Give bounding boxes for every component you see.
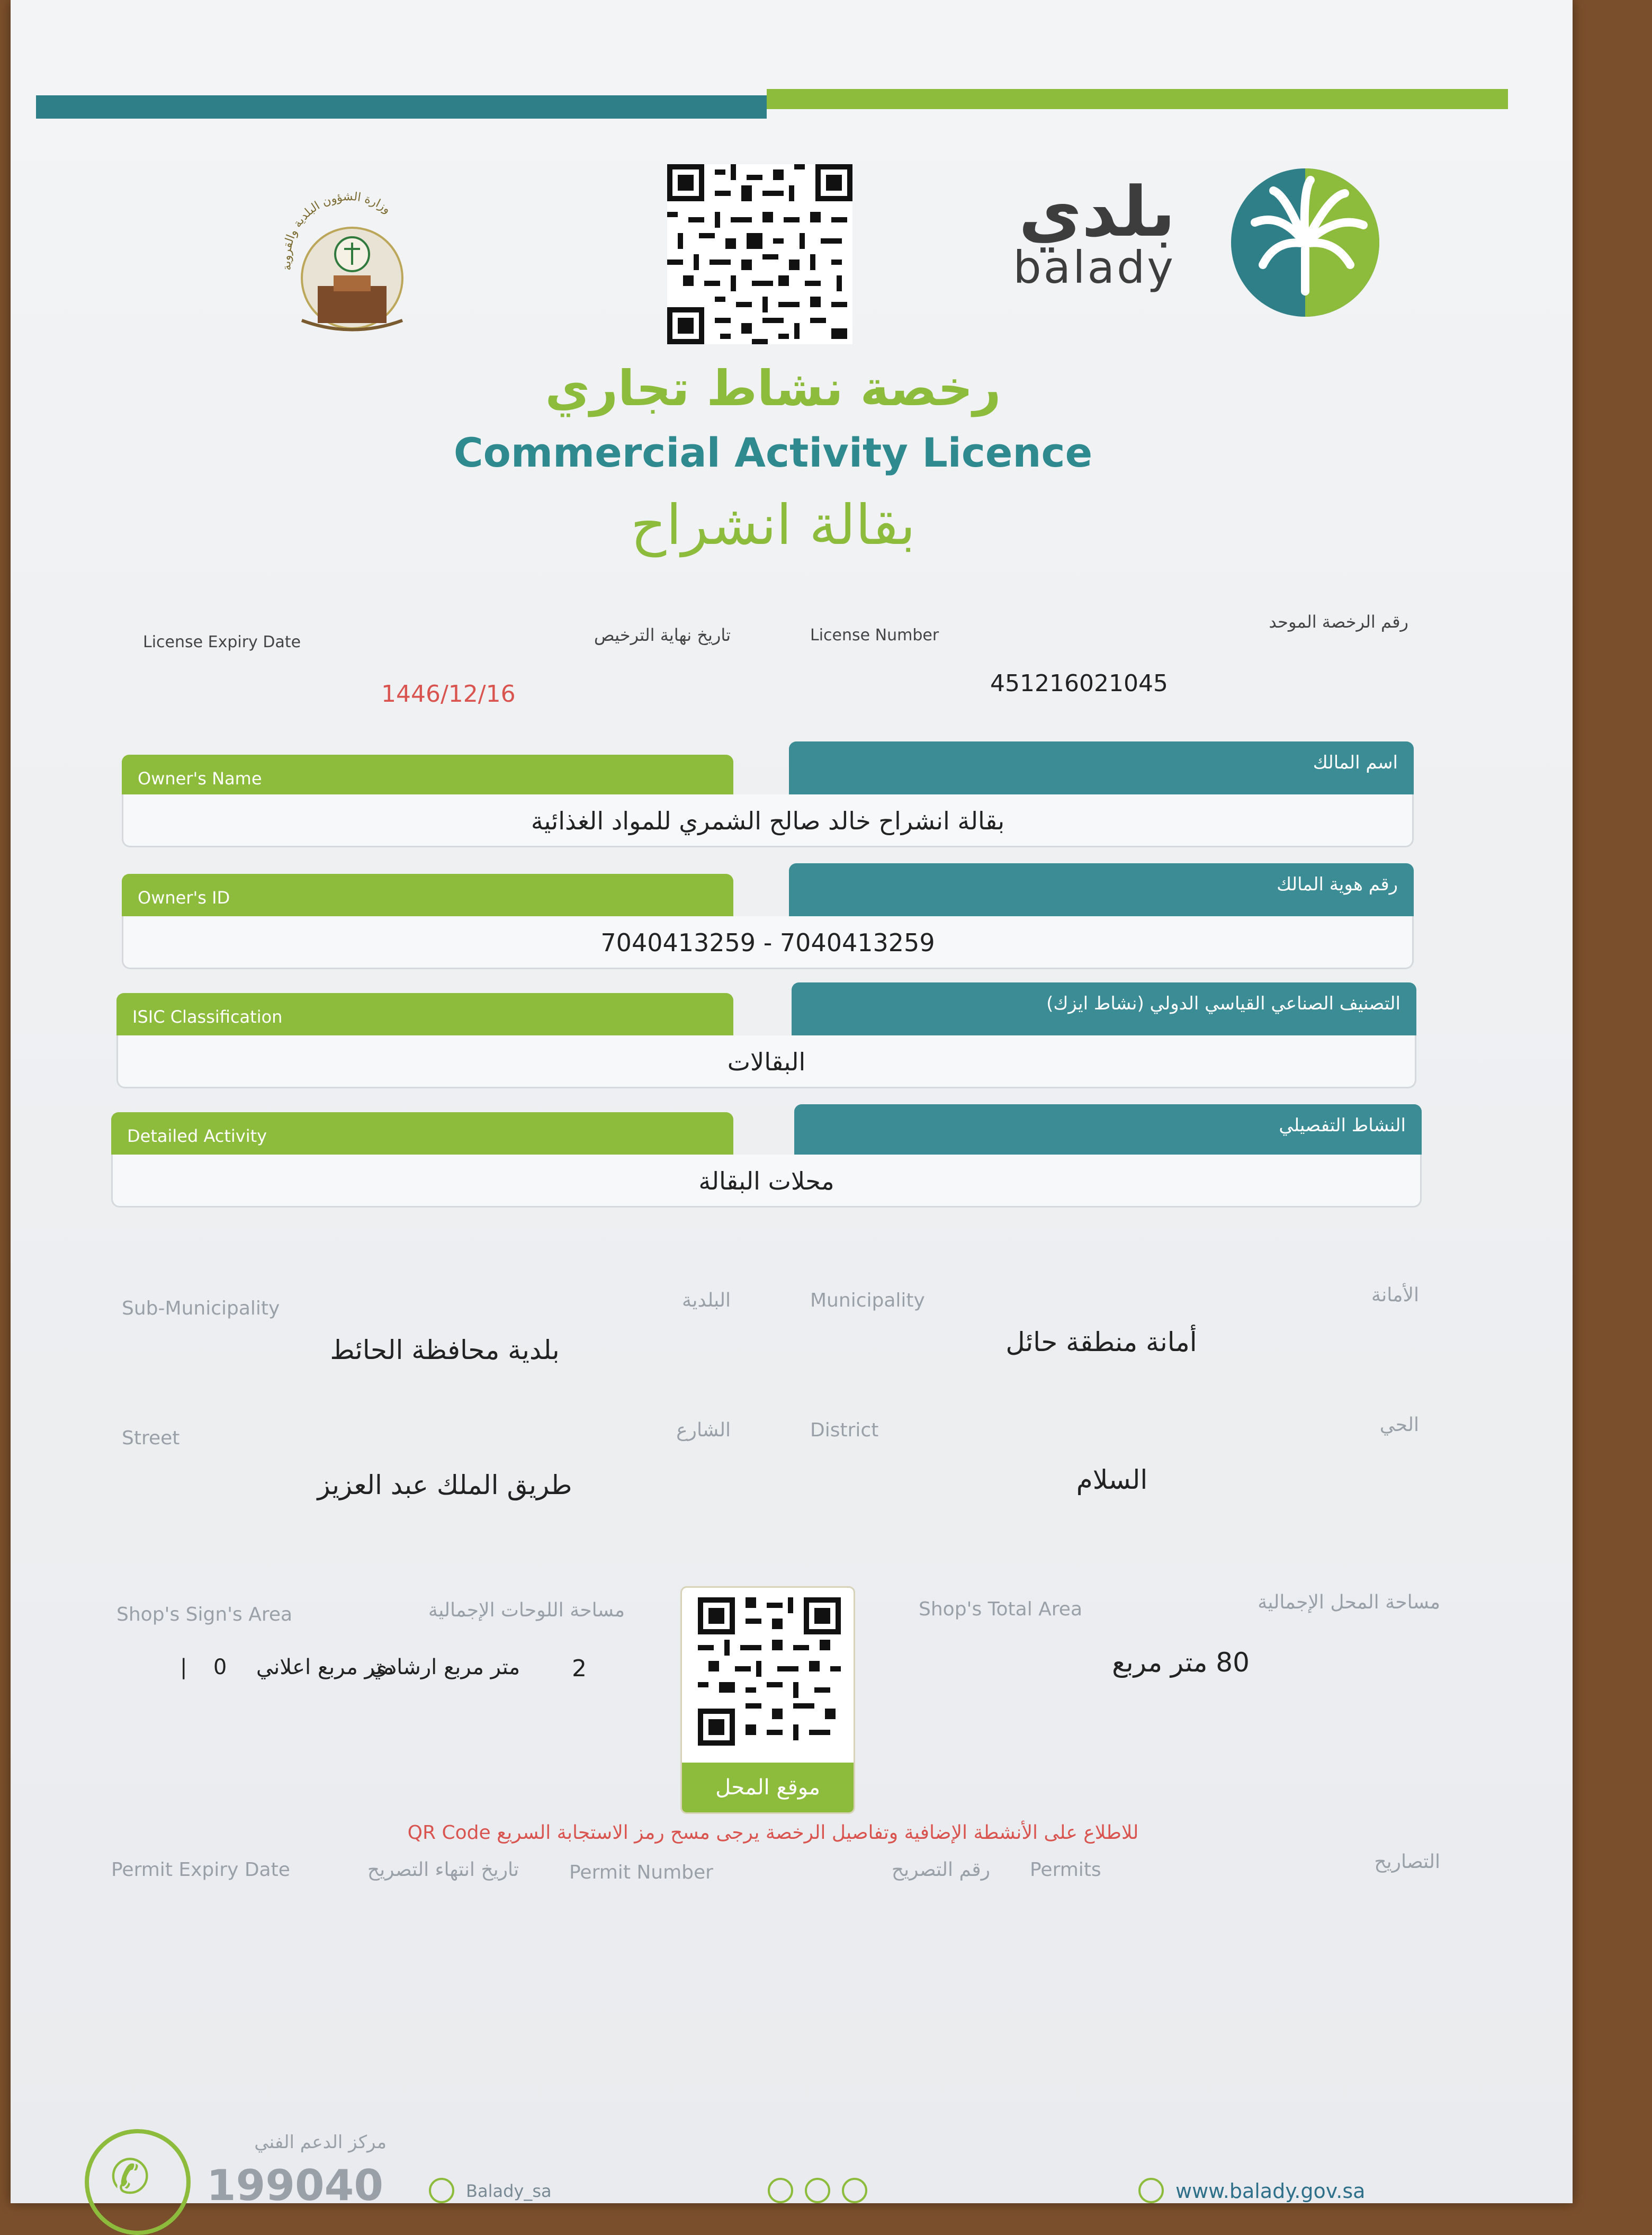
social-icon	[429, 2178, 454, 2203]
detailed-activity-value: محلات البقالة	[111, 1155, 1422, 1208]
globe-icon	[1138, 2178, 1164, 2203]
sub-municipality-label-en: Sub-Municipality	[122, 1298, 280, 1319]
shop-location-caption: موقع المحل	[682, 1763, 854, 1812]
twitter-icon[interactable]	[768, 2178, 793, 2203]
total-area-value: 80 متر مربع	[1112, 1647, 1250, 1678]
shop-name: بقالة انشراح	[631, 493, 915, 557]
facebook-icon[interactable]	[805, 2178, 830, 2203]
license-expiry-label-ar: تاريخ نهاية الترخيص	[594, 625, 731, 645]
qr-notice: للاطلاع على الأنشطة الإضافية وتفاصيل الرخصة يرجى مسح رمز الاستجابة السريع QR Code	[407, 1822, 1139, 1844]
instagram-icon[interactable]	[842, 2178, 867, 2203]
municipality-label-ar: الأمانة	[1371, 1284, 1419, 1306]
license-qr-code[interactable]	[667, 164, 852, 344]
street-label-ar: الشارع	[676, 1419, 731, 1441]
support-number[interactable]: 199040	[206, 2161, 383, 2210]
sign-guiding-value: 2	[572, 1655, 587, 1682]
sign-area-label-en: Shop's Sign's Area	[116, 1604, 293, 1625]
sign-separator: |	[180, 1655, 187, 1679]
owner-name-label-ar: اسم المالك	[789, 741, 1414, 794]
total-area-label-ar: مساحة المحل الإجمالية	[1258, 1592, 1440, 1613]
title-ar: رخصة نشاط تجاري	[545, 360, 1001, 417]
permits-label-en: Permits	[1030, 1859, 1101, 1881]
seal-text: وزارة الشؤون البلدية والقروية	[280, 190, 393, 272]
district-value: السلام	[1076, 1464, 1148, 1495]
detailed-activity-label-ar: النشاط التفصيلي	[794, 1104, 1422, 1157]
owner-id-label-en: Owner's ID	[122, 874, 733, 927]
balady-logo-text-en: balady	[1013, 242, 1175, 293]
permit-number-label-en: Permit Number	[569, 1862, 713, 1883]
shop-location-qr-card[interactable]	[680, 1586, 855, 1814]
sign-area-label-ar: مساحة اللوحات الإجمالية	[428, 1599, 625, 1621]
owner-id-label-ar: رقم هوية المالك	[789, 863, 1414, 916]
permits-label-ar: التصاريح	[1374, 1851, 1440, 1873]
street-value: طريق الملك عبد العزيز	[317, 1470, 572, 1500]
license-expiry-value: 1446/12/16	[381, 681, 516, 708]
ministry-seal	[259, 185, 434, 339]
district-label-ar: الحي	[1379, 1414, 1419, 1436]
shop-location-qr-code[interactable]	[698, 1597, 841, 1746]
permit-expiry-label-en: Permit Expiry Date	[111, 1859, 290, 1881]
license-number-value: 451216021045	[990, 670, 1168, 697]
support-label: مركز الدعم الفني	[254, 2132, 387, 2153]
owner-name-label-en: Owner's Name	[122, 755, 733, 808]
sub-municipality-label-ar: البلدية	[682, 1290, 731, 1311]
isic-label-en: ISIC Classification	[116, 993, 733, 1046]
owner-name-value: بقالة انشراح خالد صالح الشمري للمواد الغذائية	[122, 794, 1414, 847]
license-expiry-label-en: License Expiry Date	[143, 633, 301, 651]
phone-icon: ✆	[85, 2129, 191, 2235]
social-handle[interactable]: Balady_sa	[466, 2181, 552, 2201]
palm-logo-icon	[1223, 164, 1393, 318]
header-stripe-teal	[36, 95, 767, 119]
isic-value: البقالات	[116, 1035, 1416, 1088]
header-stripe-green	[767, 89, 1508, 109]
license-document	[11, 0, 1573, 2210]
sign-ad-unit: متر مربع اعلاني	[256, 1655, 394, 1679]
sub-municipality-value: بلدية محافظة الحائط	[330, 1335, 560, 1365]
sign-guiding-area	[371, 1655, 520, 1679]
license-number-label-ar: رقم الرخصة الموحد	[1269, 612, 1408, 632]
detailed-activity-label-en: Detailed Activity	[111, 1112, 733, 1165]
license-number-label-en: License Number	[810, 626, 939, 645]
permit-number-label-ar: رقم التصريح	[891, 1859, 990, 1881]
sign-guiding-unit: متر مربع ارشادي	[371, 1655, 520, 1679]
street-label-en: Street	[122, 1427, 180, 1449]
sign-ad-value: 0	[213, 1655, 227, 1679]
website-link[interactable]: www.balady.gov.sa	[1175, 2179, 1366, 2203]
isic-label-ar: التصنيف الصناعي القياسي الدولي (نشاط ايزك)	[792, 982, 1416, 1035]
municipality-value: أمانة منطقة حائل	[1005, 1327, 1197, 1357]
municipality-label-en: Municipality	[810, 1290, 925, 1311]
sign-ad-area	[180, 1655, 394, 1679]
permit-expiry-label-ar: تاريخ انتهاء التصريح	[367, 1859, 519, 1881]
owner-id-value: 7040413259 - 7040413259	[122, 916, 1414, 969]
title-en: Commercial Activity Licence	[453, 429, 1093, 476]
balady-logo-text-ar: بلدي	[1018, 172, 1175, 252]
district-label-en: District	[810, 1419, 879, 1441]
total-area-label-en: Shop's Total Area	[919, 1598, 1083, 1620]
